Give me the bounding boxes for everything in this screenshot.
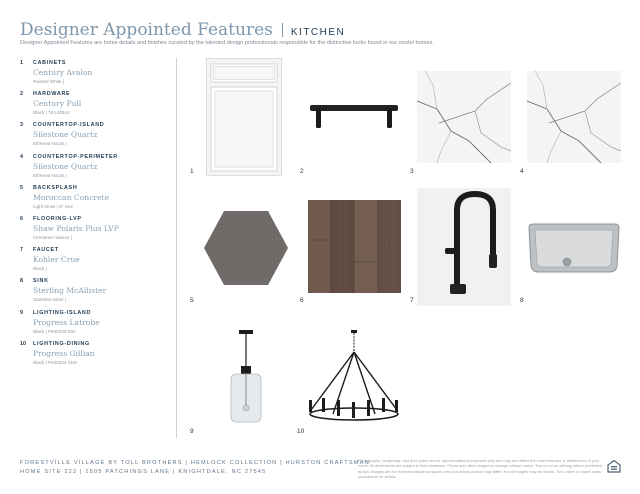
item-number: 1 [20,60,23,66]
item-number: 4 [20,153,23,160]
flooring-image [308,200,401,293]
item-number: 9 [20,309,23,316]
legend-item [20,247,170,278]
item-detail: Cinnamon Walnut | [33,234,72,240]
legend-item [20,278,170,309]
faucet-image [417,188,511,306]
item-name: Silestone Quartz [33,161,98,171]
quartz-island-image [417,71,511,163]
swatch-number: 1 [190,168,194,175]
chandelier-image [305,330,403,426]
legend-item [20,341,170,372]
item-detail: Light Muse | 8" Hex [33,203,73,209]
page-title: Designer Appointed Features [20,20,273,40]
item-name: Century Pull [33,99,82,109]
item-name: Moroccan Concrete [33,192,110,202]
footer-disclaimer: Photographs, renderings, and floor plans are for representational purposes only and may not reflect the exact features or dimensions of your home. All dimensions are subject to field variations. Prices and offers subject to change without notice. This is not an offering where prohibited by law. Images are for representational purposes only and actual product may differ. Not all images may be shown. See online or inside sales consultants for details. [358,458,602,479]
legend-item [20,154,170,185]
swatch-number: 8 [520,297,524,304]
item-detail: Black | [33,266,47,272]
item-category: CABINETS [33,60,67,66]
quartz-perimeter-image [527,71,621,163]
item-number: 3 [20,122,23,129]
item-name: Shaw Polaris Plus LVP [33,223,119,233]
swatch-number: 2 [300,168,304,175]
hex-tile-image [203,210,289,286]
item-number: 7 [20,247,23,254]
cabinet-pull-image [306,100,402,132]
item-name: Silestone Quartz [33,130,98,140]
feature-legend [20,60,170,372]
item-category: COUNTERTOP-ISLAND [33,122,105,129]
footer-address: HOME SITE 222 | 1505 PATCHINGS LANE | KNIGHTDALE, NC 27545 [20,469,267,475]
item-detail: Black | P400204-31M [33,359,77,365]
item-category: FAUCET [33,247,59,254]
sink-image [527,222,621,274]
equal-housing-opportunity-icon [607,459,621,473]
item-detail: Stainless Steel | [33,297,66,303]
intro-text: Designer Appointed Features are home details and finishes curated by the talented design professionals responsible for the distinctive looks found in our model homes. [20,40,434,46]
title-row [20,20,345,40]
item-detail: Black | P500330-031 [33,328,76,334]
legend-item [20,216,170,247]
legend-item [20,310,170,341]
legend-item [20,91,170,122]
item-detail: Painted White | [33,79,65,84]
room-name: KITCHEN [290,27,346,38]
swatch-number: 6 [300,297,304,304]
swatch-number: 5 [190,297,194,304]
swatch-number: 7 [410,297,414,304]
item-name: Sterling McAllister [33,286,107,296]
item-category: FLOORING-LVP [33,215,82,222]
pendant-light-image [226,330,266,426]
item-detail: Black | TK142BLK [33,110,71,116]
item-category: BACKSPLASH [33,184,78,191]
item-name: Kohler Crue [33,255,80,265]
item-category: LIGHTING-DINING [33,340,90,347]
title-divider [282,23,283,37]
item-category: HARDWARE [33,91,71,98]
item-category: COUNTERTOP-PERIMETER [33,153,118,160]
swatch-number: 3 [410,168,414,175]
swatch-number: 10 [297,428,305,435]
item-number: 6 [20,215,23,222]
swatch-number: 9 [190,428,194,435]
legend-item [20,60,170,91]
item-number: 2 [20,91,23,98]
item-category: LIGHTING-ISLAND [33,309,92,316]
item-detail: Ethereal Noctis | [33,172,67,178]
item-name: Century Avalon [33,68,93,77]
item-number: 5 [20,184,23,191]
item-number: 10 [20,340,26,347]
column-divider [176,58,177,438]
item-detail: Ethereal Noctis | [33,141,67,147]
item-name: Progress Latrobe [33,317,100,327]
footer-community: FORESTVILLE VILLAGE BY TOLL BROTHERS | HEMLOCK COLLECTION | HURSTON CRAFTSMAN [20,460,370,466]
swatch-number: 4 [520,168,524,175]
item-number: 8 [20,278,23,285]
item-name: Progress Gillian [33,348,95,358]
legend-item [20,185,170,216]
legend-item [20,122,170,153]
item-category: SINK [33,278,49,285]
cabinet-door-image [206,58,282,176]
